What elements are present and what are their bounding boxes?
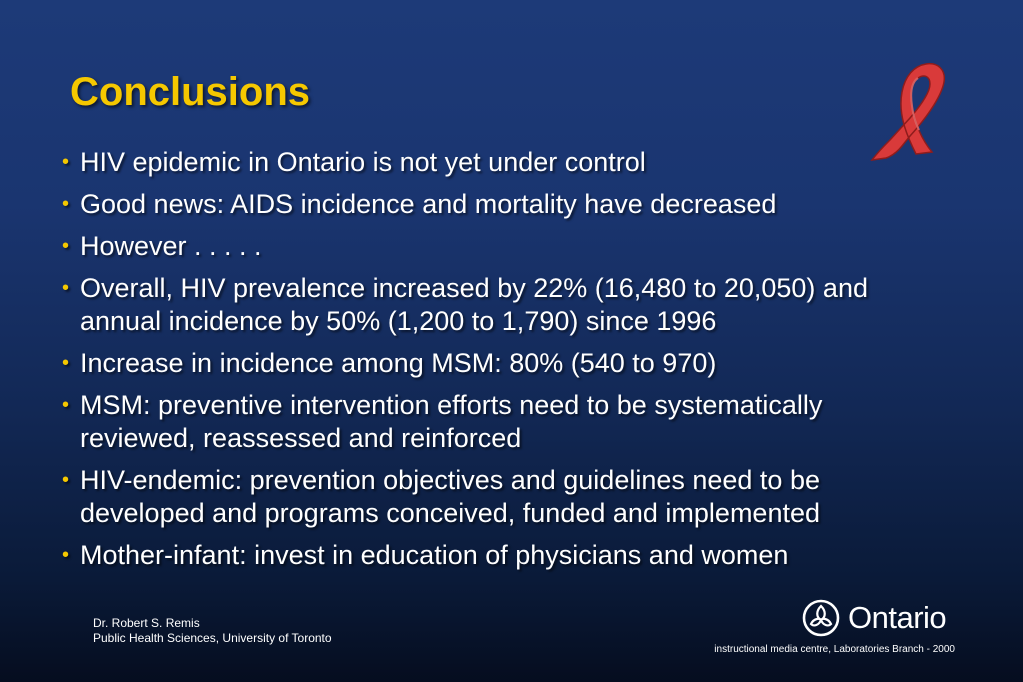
bullet-dot: • [62,235,70,257]
bullet-dot: • [62,151,70,173]
bullet-text: HIV-endemic: prevention objectives and guidelines need to be developed and programs conceived, funded and implemented [80,465,820,528]
bullet-item [62,464,942,530]
bullet-dot: • [62,394,70,416]
bullet-item [62,230,942,263]
bullet-text: Good news: AIDS incidence and mortality have decreased [80,189,777,219]
bullet-dot: • [62,544,70,566]
bullet-item [62,188,942,221]
bullet-text: MSM: preventive intervention efforts need to be systematically reviewed, reassessed and reinforced [80,390,823,453]
bullet-dot: • [62,277,70,299]
bullet-item [62,539,942,572]
bullet-item [62,389,942,455]
bullet-item [62,272,942,338]
bullet-text: Increase in incidence among MSM: 80% (540 to 970) [80,348,717,378]
bullet-text: HIV epidemic in Ontario is not yet under control [80,147,646,177]
bullet-dot: • [62,193,70,215]
bullet-item [62,146,942,179]
slide-title: Conclusions [70,70,311,114]
production-credit: instructional media centre, Laboratories Branch - 2000 [714,644,955,655]
bullet-dot: • [62,469,70,491]
logo-text: Ontario [848,600,947,635]
author-credit [93,616,332,646]
ontario-logo [802,598,946,638]
bullet-text: Overall, HIV prevalence increased by 22% (16,480 to 20,050) and annual incidence by 50% (1,200 to 1,790) since 1996 [80,273,868,336]
bullet-list [62,146,942,581]
bullet-text: However . . . . . [80,231,262,261]
author-name: Dr. Robert S. Remis [93,616,200,630]
trillium-logo-icon [802,599,840,637]
bullet-dot: • [62,352,70,374]
author-affiliation: Public Health Sciences, University of Toronto [93,631,332,645]
bullet-text: Mother-infant: invest in education of physicians and women [80,540,789,570]
bullet-item [62,347,942,380]
